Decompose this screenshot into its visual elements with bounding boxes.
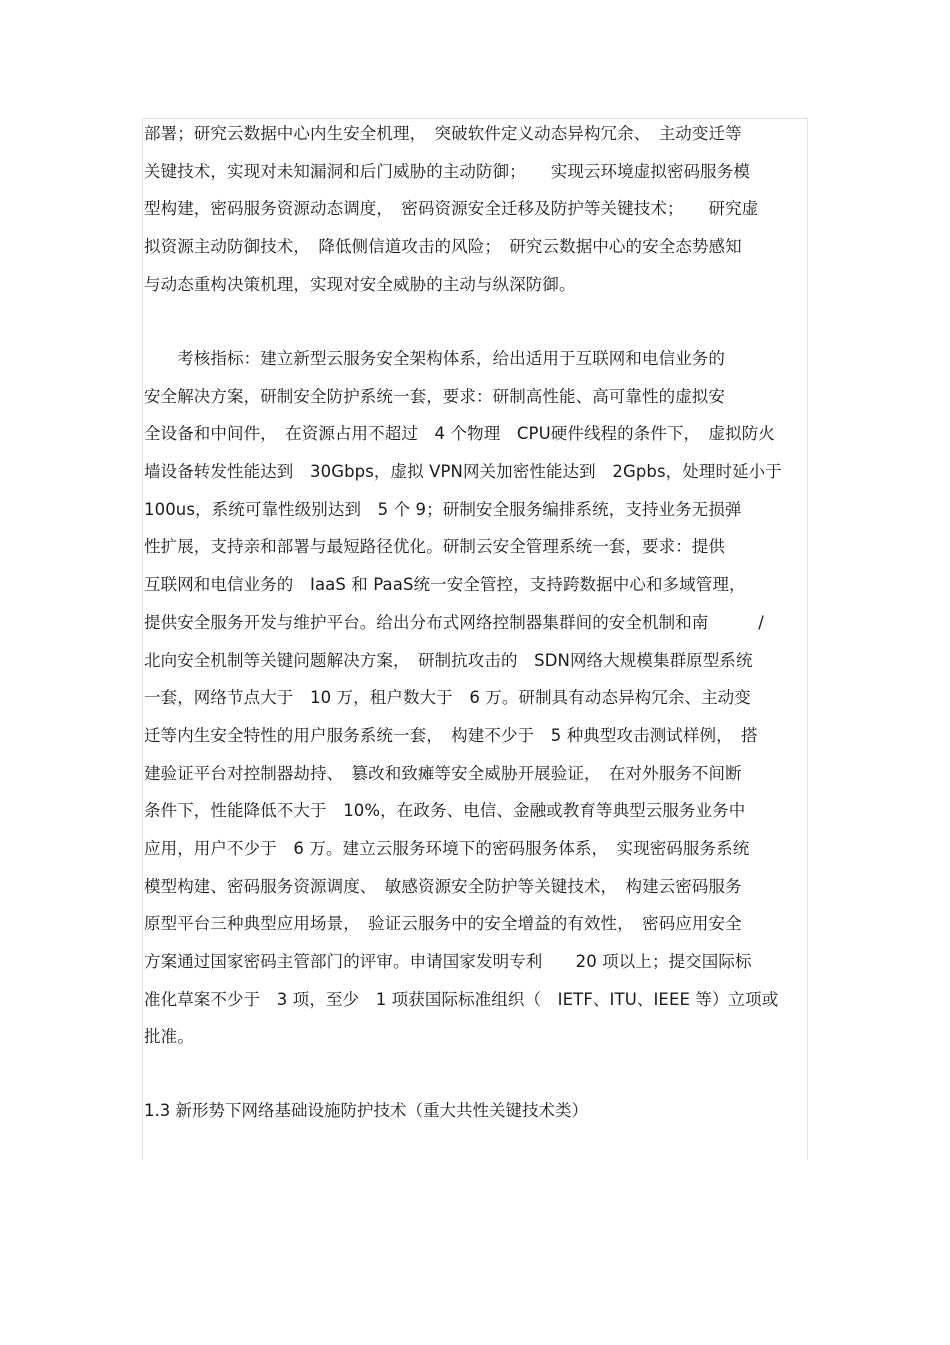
text-line: 迁等内生安全特性的用户服务系统一套， 构建不少于 5 种典型攻击测试样例， 搭: [144, 725, 758, 745]
text-line: 与动态重构决策机理，实现对安全威胁的主动与纵深防御。: [144, 274, 576, 294]
text-line: 建验证平台对控制器劫持、 篡改和致瘫等安全威胁开展验证， 在对外服务不间断: [144, 763, 742, 783]
text-line: 型构建，密码服务资源动态调度， 密码资源安全迁移及防护等关键技术； 研究虚: [144, 199, 759, 219]
text-line: 北向安全机制等关键问题解决方案， 研制抗攻击的 SDN网络大规模集群原型系统: [144, 650, 753, 670]
text-line: 安全解决方案，研制安全防护系统一套，要求：研制高性能、高可靠性的虚拟安: [144, 386, 725, 406]
text-line: 全设备和中间件， 在资源占用不超过 4 个物理 CPU硬件线程的条件下， 虚拟防火: [144, 424, 775, 444]
text-line: 关键技术，实现对未知漏洞和后门威胁的主动防御； 实现云环境虚拟密码服务模: [144, 161, 750, 181]
text-line: 部署；研究云数据中心内生安全机理， 突破软件定义动态异构冗余、 主动变迁等: [144, 124, 742, 143]
text-line: 方案通过国家密码主管部门的评审。申请国家发明专利 20 项以上；提交国际标: [144, 952, 752, 971]
paragraph-assessment-indicators: [144, 340, 806, 1056]
text-line: 互联网和电信业务的 IaaS 和 PaaS统一安全管控，支持跨数据中心和多域管理，: [144, 575, 746, 595]
text-line: 准化草案不少于 3 项，至少 1 项获国际标准组织（ IETF、ITU、IEEE 等）立项或: [144, 989, 779, 1009]
text-line: 墙设备转发性能达到 30Gbps，虚拟 VPN网关加密性能达到 2Gpbs，处理时延小于: [144, 462, 782, 482]
text-line: 批准。: [144, 1027, 194, 1047]
text-line: 性扩展，支持亲和部署与最短路径优化。研制云安全管理系统一套，要求：提供: [144, 537, 725, 557]
paragraph-research-content: [144, 115, 806, 303]
text-line: 拟资源主动防御技术， 降低侧信道攻击的风险； 研究云数据中心的安全态势感知: [144, 237, 742, 257]
text-line: 考核指标：建立新型云服务安全架构体系，给出适用于互联网和电信业务的: [144, 349, 725, 368]
text-line: 原型平台三种典型应用场景， 验证云服务中的安全增益的有效性， 密码应用安全: [144, 914, 742, 934]
text-line: 应用，用户不少于 6 万。建立云服务环境下的密码服务体系， 实现密码服务系统: [144, 838, 750, 858]
text-line: 条件下，性能降低不大于 10%，在政务、电信、金融或教育等典型云服务业务中: [144, 801, 746, 821]
text-line: 100us，系统可靠性级别达到 5 个 9；研制安全服务编排系统，支持业务无损弹: [144, 499, 742, 519]
text-line: 提供安全服务开发与维护平台。给出分布式网络控制器集群间的安全机制和南 /: [144, 612, 764, 632]
section-heading: 1.3 新形势下网络基础设施防护技术（重大共性关键技术类）: [144, 1101, 588, 1120]
text-line: 一套，网络节点大于 10 万，租户数大于 6 万。研制具有动态异构冗余、主动变: [144, 688, 751, 708]
text-line: 模型构建、密码服务资源调度、 敏感资源安全防护等关键技术， 构建云密码服务: [144, 876, 742, 896]
